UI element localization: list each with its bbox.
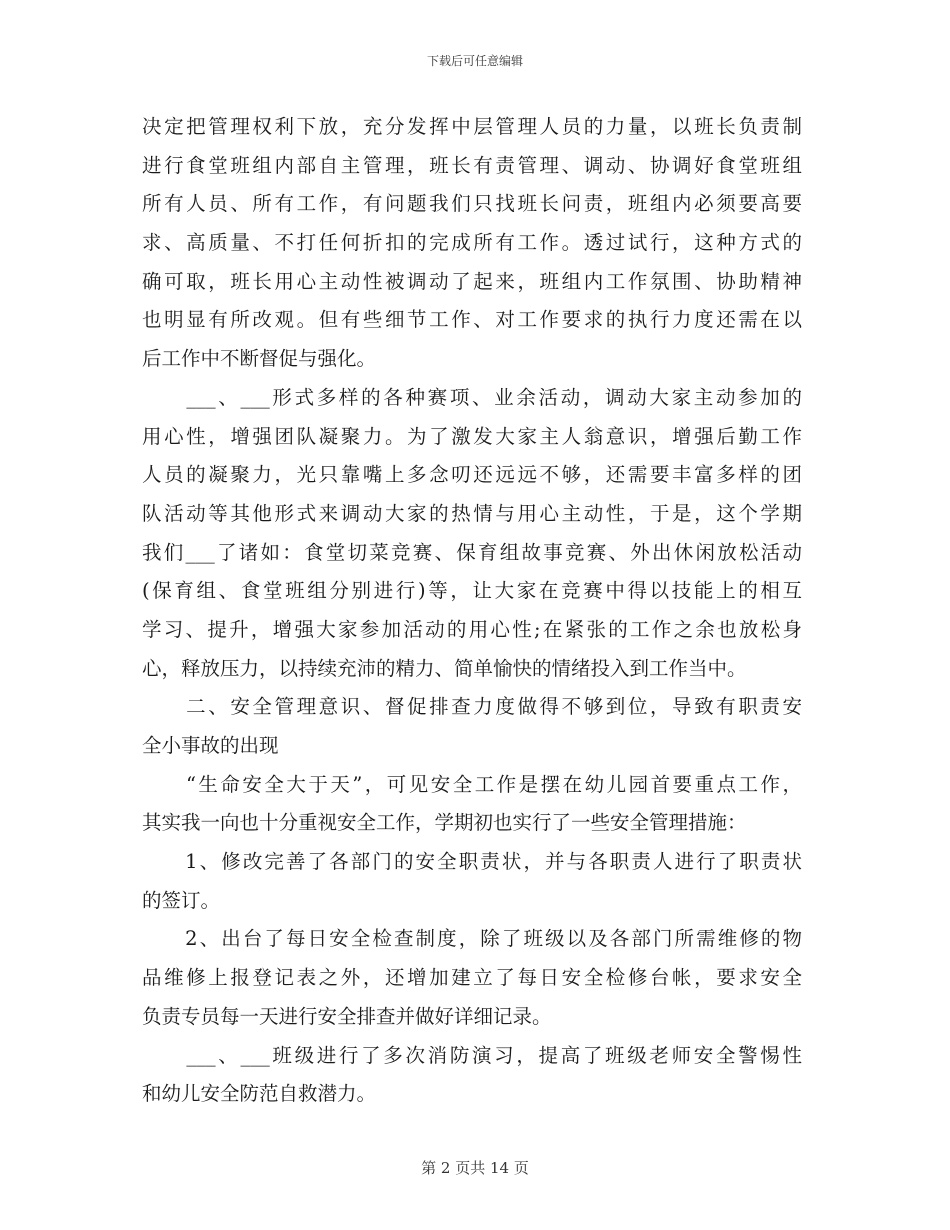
text-line: 后工作中不断督促与强化。 [142, 347, 377, 371]
text-line: 人员的凝聚力，光只靠嘴上多念叨还远远不够，还需要丰富多样的团 [142, 463, 802, 487]
text-line: 也明显有所改观。但有些细节工作、对工作要求的执行力度还需在以 [142, 308, 802, 332]
text-line: ___、___形式多样的各种赛项、业余活动，调动大家主动参加的 [142, 385, 802, 409]
text-line: ___、___班级进行了多次消防演习，提高了班级老师安全警惕性 [142, 1043, 802, 1067]
text-line: 所有人员、所有工作，有问题我们只找班长问责，班组内必须要高要 [142, 192, 802, 216]
text-line: 学习、提升，增强大家参加活动的用心性;在紧张的工作之余也放松身 [142, 617, 802, 641]
text-line: 全小事故的出现 [142, 734, 279, 757]
text-line: 品维修上报登记表之外，还增加建立了每日安全检修台帐，要求安全 [142, 966, 802, 990]
text-line: 用心性，增强团队凝聚力。为了激发大家主人翁意识，增强后勤工作 [142, 424, 802, 448]
text-line: 队活动等其他形式来调动大家的热情与用心主动性，于是，这个学期 [142, 501, 802, 525]
text-line: (保育组、食堂班组分别进行)等，让大家在竞赛中得以技能上的相互 [142, 579, 802, 603]
text-line: 进行食堂班组内部自主管理，班长有责管理、调动、协调好食堂班组 [142, 153, 802, 177]
text-line: “生命安全大于天”，可见安全工作是摆在幼儿园首要重点工作， [142, 772, 802, 796]
page-header: 下载后可任意编辑 [426, 54, 523, 68]
text-line: 的签订。 [142, 888, 221, 912]
text-line: 确可取，班长用心主动性被调动了起来，班组内工作氛围、协助精神 [142, 269, 802, 293]
text-line: 其实我一向也十分重视安全工作，学期初也实行了一些安全管理措施： [142, 811, 747, 835]
text-line: 心，释放压力，以持续充沛的精力、简单愉快的情绪投入到工作当中。 [142, 656, 747, 680]
text-line: 决定把管理权利下放，充分发挥中层管理人员的力量，以班长负责制 [142, 115, 802, 138]
text-line: 1、修改完善了各部门的安全职责状，并与各职责人进行了职责状 [142, 850, 802, 874]
text-line: 和幼儿安全防范自救潜力。 [142, 1082, 377, 1106]
page-footer: 第 2 页共 14 页 [421, 1159, 529, 1177]
text-line: 2、出台了每日安全检查制度，除了班级以及各部门所需维修的物 [142, 927, 802, 951]
text-line: 我们___了诸如：食堂切菜竞赛、保育组故事竞赛、外出休闲放松活动 [142, 540, 802, 564]
text-line: 求、高质量、不打任何折扣的完成所有工作。透过试行，这种方式的 [142, 231, 802, 255]
text-line: 负责专员每一天进行安全排查并做好详细记录。 [142, 1004, 552, 1028]
text-line: 二、安全管理意识、督促排查力度做得不够到位，导致有职责安 [142, 695, 802, 719]
document-body [142, 108, 802, 1114]
